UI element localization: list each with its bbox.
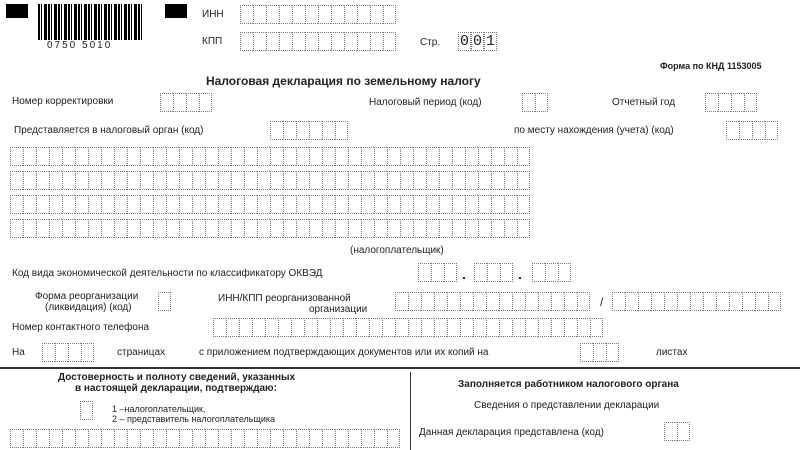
reorg-kpp-field[interactable]: [612, 292, 781, 311]
footer-divider: [0, 367, 800, 369]
char-cell[interactable]: [452, 171, 465, 190]
char-cell[interactable]: [361, 171, 374, 190]
char-cell[interactable]: [478, 171, 491, 190]
char-cell[interactable]: [218, 171, 231, 190]
char-cell[interactable]: [114, 171, 127, 190]
char-cell[interactable]: [465, 219, 478, 238]
char-cell[interactable]: [322, 219, 335, 238]
submission-info-label: Сведения о представлении декларации: [474, 400, 660, 411]
char-cell[interactable]: [192, 171, 205, 190]
char-cell[interactable]: [517, 147, 530, 166]
barcode: [38, 4, 144, 40]
char-cell[interactable]: [140, 171, 153, 190]
char-cell[interactable]: [478, 147, 491, 166]
signer-name-field[interactable]: [10, 429, 400, 448]
char-cell[interactable]: [400, 195, 413, 214]
char-cell[interactable]: [153, 219, 166, 238]
char-cell[interactable]: [504, 171, 517, 190]
inn-label: ИНН: [202, 9, 224, 20]
char-cell[interactable]: [23, 171, 36, 190]
sheets-label: листах: [656, 347, 688, 358]
char-cell[interactable]: [283, 219, 296, 238]
char-cell[interactable]: [491, 171, 504, 190]
char-cell[interactable]: [101, 171, 114, 190]
corner-marker-right: [165, 4, 187, 18]
char-cell[interactable]: [426, 195, 439, 214]
char-cell[interactable]: [504, 219, 517, 238]
char-cell[interactable]: [413, 195, 426, 214]
char-cell[interactable]: [140, 147, 153, 166]
on-label: На: [12, 347, 25, 358]
submitted-code-label: Данная декларация представлена (код): [419, 427, 604, 438]
char-cell[interactable]: [36, 219, 49, 238]
char-cell[interactable]: [426, 171, 439, 190]
char-cell[interactable]: [88, 219, 101, 238]
char-cell[interactable]: [192, 219, 205, 238]
phone-field[interactable]: [213, 318, 603, 337]
char-cell[interactable]: [75, 195, 88, 214]
signer-type-field[interactable]: [80, 401, 93, 420]
char-cell[interactable]: [413, 219, 426, 238]
char-cell[interactable]: [218, 219, 231, 238]
char-cell[interactable]: [244, 171, 257, 190]
char-cell[interactable]: [478, 195, 491, 214]
char-cell[interactable]: [491, 219, 504, 238]
char-cell[interactable]: [101, 195, 114, 214]
char-cell[interactable]: [257, 219, 270, 238]
char-cell[interactable]: [322, 147, 335, 166]
char-cell[interactable]: [49, 147, 62, 166]
char-cell[interactable]: [23, 195, 36, 214]
correction-number-label: Номер корректировки: [12, 96, 114, 107]
char-cell[interactable]: [374, 147, 387, 166]
char-cell[interactable]: [283, 171, 296, 190]
char-cell[interactable]: [62, 147, 75, 166]
char-cell[interactable]: [88, 147, 101, 166]
char-cell[interactable]: [387, 171, 400, 190]
char-cell[interactable]: [257, 147, 270, 166]
char-cell[interactable]: [361, 219, 374, 238]
char-cell[interactable]: [49, 219, 62, 238]
confirm-heading-1: Достоверность и полноту сведений, указанных: [58, 372, 296, 383]
char-cell[interactable]: [400, 219, 413, 238]
page-digit-2: 0: [472, 33, 482, 50]
taxpayer-caption: (налогоплательщик): [350, 245, 444, 256]
char-cell[interactable]: [153, 195, 166, 214]
char-cell[interactable]: [335, 219, 348, 238]
char-cell[interactable]: [88, 195, 101, 214]
char-cell[interactable]: [439, 219, 452, 238]
tax-period-label: Налоговый период (код): [369, 97, 482, 108]
taxpayer-row-3[interactable]: [10, 195, 530, 214]
char-cell[interactable]: [231, 219, 244, 238]
signer-option-2: 2 – представитель налогоплательщика: [112, 414, 276, 424]
char-cell[interactable]: [348, 147, 361, 166]
char-cell[interactable]: [166, 195, 179, 214]
char-cell[interactable]: [127, 147, 140, 166]
char-cell[interactable]: [205, 219, 218, 238]
char-cell[interactable]: [192, 195, 205, 214]
char-cell[interactable]: [387, 195, 400, 214]
char-cell[interactable]: [140, 219, 153, 238]
char-cell[interactable]: [114, 219, 127, 238]
authority-heading: Заполняется работником налогового органа: [458, 379, 679, 390]
char-cell[interactable]: [309, 171, 322, 190]
char-cell[interactable]: [465, 147, 478, 166]
char-cell[interactable]: [88, 171, 101, 190]
char-cell[interactable]: [309, 195, 322, 214]
taxpayer-row-2[interactable]: [10, 171, 530, 190]
char-cell[interactable]: [348, 219, 361, 238]
char-cell[interactable]: [205, 195, 218, 214]
attachments-label: с приложением подтверждающих документов или их копий на: [199, 347, 489, 358]
char-cell[interactable]: [270, 195, 283, 214]
okved-field-1[interactable]: [418, 263, 457, 282]
okved-field-3[interactable]: [532, 263, 571, 282]
char-cell[interactable]: [101, 147, 114, 166]
taxpayer-name-rows[interactable]: [10, 147, 530, 223]
char-cell[interactable]: [348, 171, 361, 190]
char-cell[interactable]: [322, 171, 335, 190]
char-cell[interactable]: [270, 219, 283, 238]
char-cell[interactable]: [296, 171, 309, 190]
taxpayer-row-4[interactable]: [10, 219, 530, 238]
char-cell[interactable]: [257, 171, 270, 190]
char-cell[interactable]: [296, 195, 309, 214]
char-cell[interactable]: [23, 147, 36, 166]
char-cell[interactable]: [114, 147, 127, 166]
char-cell[interactable]: [75, 171, 88, 190]
char-cell[interactable]: [465, 171, 478, 190]
char-cell[interactable]: [166, 171, 179, 190]
char-cell[interactable]: [179, 219, 192, 238]
char-cell[interactable]: [348, 195, 361, 214]
char-cell[interactable]: [517, 219, 530, 238]
form-title: Налоговая декларация по земельному налогу: [206, 74, 481, 88]
report-year-label: Отчетный год: [612, 97, 676, 108]
char-cell[interactable]: [36, 147, 49, 166]
char-cell[interactable]: [49, 171, 62, 190]
char-cell[interactable]: [465, 195, 478, 214]
char-cell[interactable]: [244, 147, 257, 166]
char-cell[interactable]: [270, 147, 283, 166]
char-cell[interactable]: [231, 171, 244, 190]
char-cell[interactable]: [413, 147, 426, 166]
char-cell[interactable]: [335, 147, 348, 166]
char-cell[interactable]: [426, 147, 439, 166]
char-cell[interactable]: [322, 195, 335, 214]
char-cell[interactable]: [491, 147, 504, 166]
reorg-inn-field[interactable]: [395, 292, 590, 311]
reorg-form-field[interactable]: [158, 292, 171, 311]
char-cell[interactable]: [439, 195, 452, 214]
char-cell[interactable]: [153, 171, 166, 190]
char-cell[interactable]: [283, 195, 296, 214]
char-cell[interactable]: [75, 147, 88, 166]
char-cell[interactable]: [10, 147, 23, 166]
kpp-field[interactable]: [240, 32, 396, 51]
page-digit-3: 1: [485, 33, 495, 50]
char-cell[interactable]: [374, 219, 387, 238]
char-cell[interactable]: [62, 219, 75, 238]
char-cell[interactable]: [205, 171, 218, 190]
char-cell[interactable]: [218, 195, 231, 214]
char-cell[interactable]: [205, 147, 218, 166]
char-cell[interactable]: [309, 219, 322, 238]
form-code: Форма по КНД 1153005: [660, 61, 762, 71]
char-cell[interactable]: [179, 195, 192, 214]
char-cell[interactable]: [257, 195, 270, 214]
char-cell[interactable]: [400, 147, 413, 166]
barcode-number: 0750 5010: [47, 40, 113, 51]
char-cell[interactable]: [127, 219, 140, 238]
char-cell[interactable]: [426, 219, 439, 238]
char-cell[interactable]: [153, 147, 166, 166]
char-cell[interactable]: [62, 195, 75, 214]
char-cell[interactable]: [413, 171, 426, 190]
signer-option-1: 1 –налогоплательщик,: [112, 404, 206, 414]
confirm-heading-2: в настоящей декларации, подтверждаю:: [75, 383, 277, 394]
char-cell[interactable]: [23, 219, 36, 238]
footer-vertical-divider: [410, 372, 411, 450]
char-cell[interactable]: [36, 195, 49, 214]
char-cell[interactable]: [231, 147, 244, 166]
char-cell[interactable]: [244, 195, 257, 214]
char-cell[interactable]: [10, 219, 23, 238]
char-cell[interactable]: [114, 195, 127, 214]
reorg-inn-label-1: ИНН/КПП реорганизованной: [218, 293, 351, 304]
okved-field-2[interactable]: [474, 263, 513, 282]
corner-marker-left: [6, 4, 28, 18]
okved-dot-1: .: [462, 266, 466, 282]
inn-field[interactable]: [240, 5, 396, 24]
page-digit-1: 0: [459, 33, 469, 50]
char-cell[interactable]: [283, 147, 296, 166]
reorg-inn-label-2: организации: [309, 304, 368, 315]
phone-label: Номер контактного телефона: [12, 322, 150, 333]
tax-authority-field[interactable]: [270, 121, 348, 140]
char-cell[interactable]: [517, 195, 530, 214]
char-cell[interactable]: [309, 147, 322, 166]
char-cell[interactable]: [166, 219, 179, 238]
char-cell[interactable]: [517, 171, 530, 190]
taxpayer-row-1[interactable]: [10, 147, 530, 166]
char-cell[interactable]: [504, 147, 517, 166]
char-cell[interactable]: [140, 195, 153, 214]
char-cell[interactable]: [36, 171, 49, 190]
char-cell[interactable]: [361, 195, 374, 214]
tax-period-field[interactable]: [522, 93, 548, 112]
char-cell[interactable]: [400, 171, 413, 190]
char-cell[interactable]: [62, 171, 75, 190]
char-cell[interactable]: [166, 147, 179, 166]
char-cell[interactable]: [218, 147, 231, 166]
char-cell[interactable]: [387, 219, 400, 238]
char-cell[interactable]: [127, 171, 140, 190]
tax-authority-label: Представляется в налоговый орган (код): [14, 125, 204, 136]
pages-count-field[interactable]: [42, 343, 94, 362]
reorg-form-label-1: Форма реорганизации: [35, 291, 139, 302]
char-cell[interactable]: [452, 147, 465, 166]
kpp-label: КПП: [202, 36, 223, 47]
char-cell[interactable]: [101, 219, 114, 238]
report-year-field[interactable]: [705, 93, 757, 112]
reorg-slash: /: [600, 295, 604, 309]
char-cell[interactable]: [504, 195, 517, 214]
char-cell[interactable]: [374, 171, 387, 190]
char-cell[interactable]: [296, 219, 309, 238]
page-number: [458, 32, 497, 51]
correction-number-field[interactable]: [160, 93, 212, 112]
char-cell[interactable]: [335, 171, 348, 190]
char-cell[interactable]: [127, 195, 140, 214]
char-cell[interactable]: [439, 147, 452, 166]
char-cell[interactable]: [478, 219, 491, 238]
reorg-form-label-2: (ликвидация) (код): [45, 302, 132, 313]
page-label: Стр.: [420, 37, 441, 48]
char-cell[interactable]: [361, 147, 374, 166]
char-cell[interactable]: [179, 171, 192, 190]
char-cell[interactable]: [439, 171, 452, 190]
char-cell[interactable]: [49, 195, 62, 214]
char-cell[interactable]: [335, 195, 348, 214]
char-cell[interactable]: [75, 219, 88, 238]
sheets-count-field[interactable]: [580, 343, 619, 362]
pages-label: страницах: [117, 347, 166, 358]
submitted-code-field[interactable]: [664, 422, 690, 441]
char-cell[interactable]: [387, 147, 400, 166]
char-cell[interactable]: [231, 195, 244, 214]
char-cell[interactable]: [491, 195, 504, 214]
char-cell[interactable]: [10, 195, 23, 214]
char-cell[interactable]: [179, 147, 192, 166]
char-cell[interactable]: [374, 195, 387, 214]
location-field[interactable]: [726, 121, 778, 140]
location-label: по месту нахождения (учета) (код): [514, 125, 674, 136]
char-cell[interactable]: [244, 219, 257, 238]
char-cell[interactable]: [296, 147, 309, 166]
okved-dot-2: .: [518, 266, 522, 282]
char-cell[interactable]: [452, 195, 465, 214]
char-cell[interactable]: [452, 219, 465, 238]
char-cell[interactable]: [192, 147, 205, 166]
okved-label: Код вида экономической деятельности по классификатору ОКВЭД: [12, 268, 323, 279]
char-cell[interactable]: [10, 171, 23, 190]
char-cell[interactable]: [270, 171, 283, 190]
